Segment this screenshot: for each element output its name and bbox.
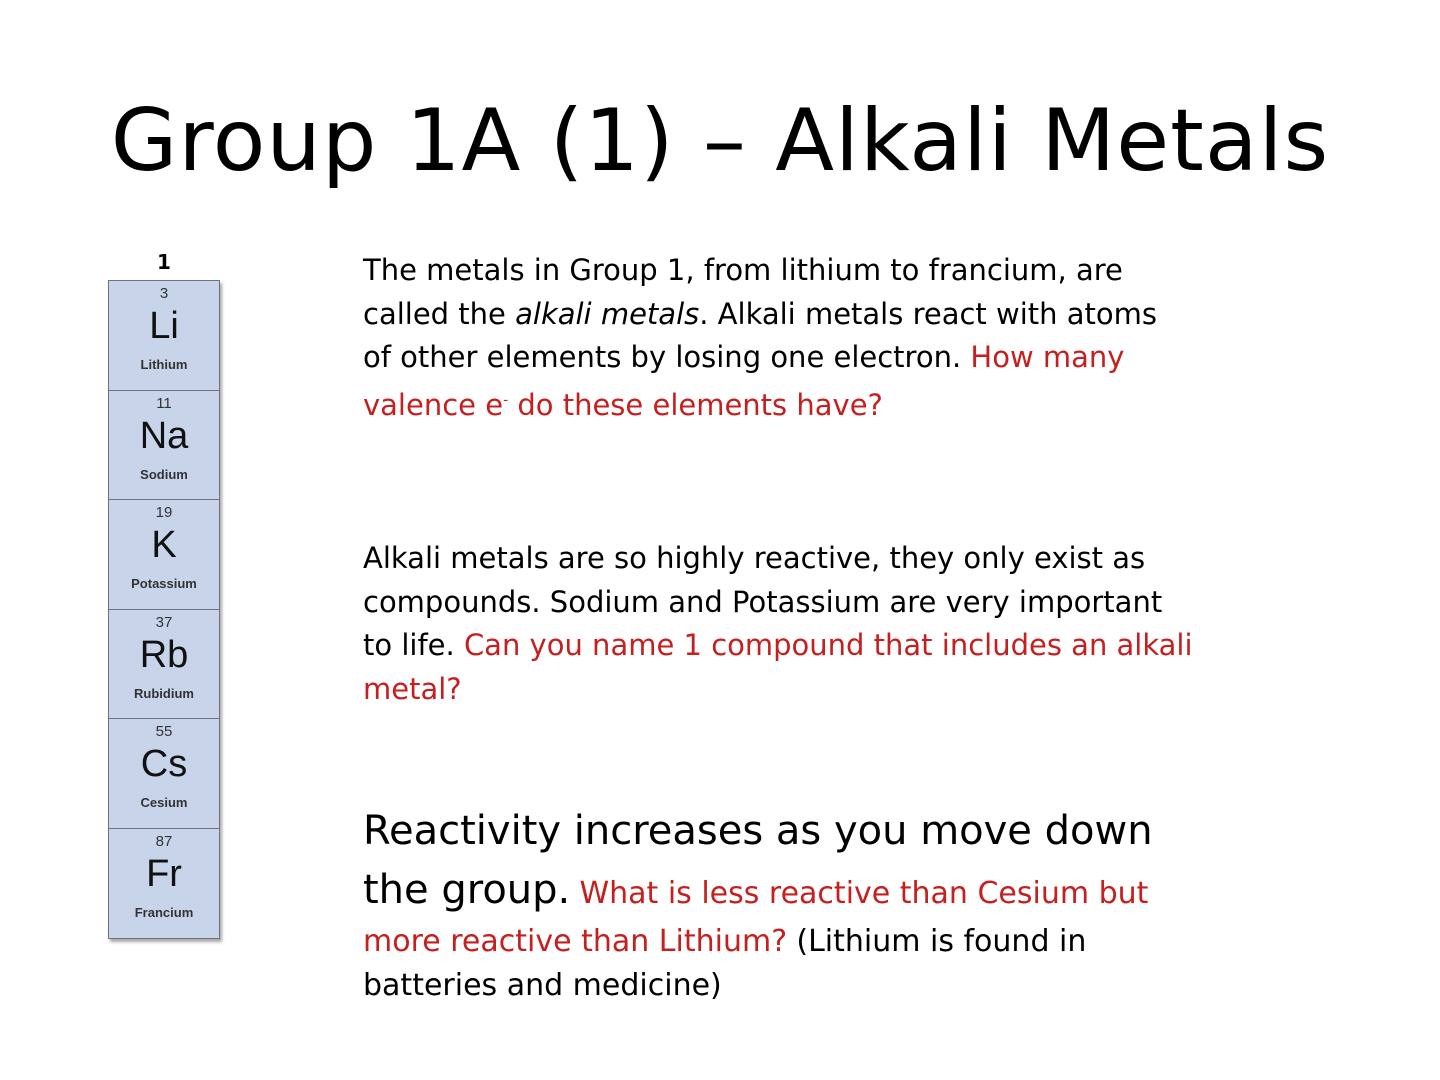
intro-text: The metals in Group 1, from lithium to francium, are called the <box>363 253 1123 331</box>
element-cell-potassium <box>108 499 220 610</box>
reactivity-text: Alkali metals are so highly reactive, they only exist as compounds. Sodium and Potassium are very important to life. <box>363 541 1163 662</box>
intro-paragraph <box>363 249 1163 428</box>
trend-statement: Reactivity increases as you move down the group. <box>363 808 1153 913</box>
atomic-number: 11 <box>156 394 172 412</box>
element-name: Rubidium <box>134 685 194 701</box>
slide-title: Group 1A (1) – Alkali Metals <box>110 91 1330 191</box>
element-name: Potassium <box>131 576 197 591</box>
element-symbol: Rb <box>139 633 189 676</box>
valence-question: How many valence e- do these elements have? <box>363 340 1125 423</box>
element-symbol: Na <box>139 414 189 457</box>
atomic-number: 19 <box>155 504 173 521</box>
atomic-number: 37 <box>155 613 173 631</box>
atomic-number: 55 <box>155 723 173 740</box>
element-cell-sodium <box>108 390 220 501</box>
element-name: Cesium <box>140 795 188 810</box>
alkali-metals-term: alkali metals <box>515 296 700 331</box>
atomic-number: 3 <box>159 285 169 302</box>
element-symbol: Li <box>149 305 179 347</box>
intro-text-continued: . Alkali metals react with atoms of other elements by losing one electron. <box>363 296 1157 374</box>
element-symbol: Fr <box>146 852 182 895</box>
element-name: Sodium <box>140 466 188 482</box>
element-cell-cesium <box>108 718 220 829</box>
reactivity-paragraph <box>363 537 1193 711</box>
element-name: Lithium <box>140 357 188 372</box>
element-symbol: K <box>151 524 177 566</box>
group-number: 1 <box>157 250 171 274</box>
element-name: Francium <box>134 904 194 920</box>
element-cell-francium <box>108 828 220 939</box>
element-symbol: Cs <box>140 743 188 785</box>
lithium-note: (Lithium is found in batteries and medicine) <box>363 924 1087 1003</box>
trend-paragraph <box>363 802 1213 1007</box>
trend-question: What is less reactive than Cesium but more reactive than Lithium? <box>363 876 1149 959</box>
element-cell-lithium <box>108 280 220 391</box>
compound-question: Can you name 1 compound that includes an alkali metal? <box>363 628 1193 706</box>
periodic-table-column <box>108 280 220 939</box>
element-cell-rubidium <box>108 609 220 720</box>
atomic-number: 87 <box>155 832 173 850</box>
